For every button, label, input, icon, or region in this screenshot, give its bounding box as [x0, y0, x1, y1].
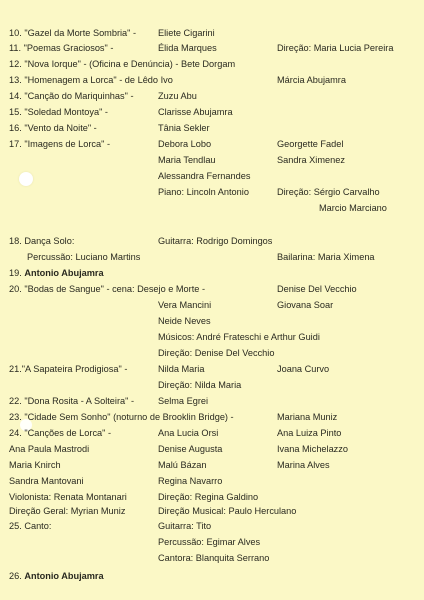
- performer-name: Sandra Ximenez: [277, 155, 345, 165]
- performer-name: Tânia Sekler: [158, 123, 210, 133]
- musician-credit: Percussão: Luciano Martins: [27, 252, 141, 262]
- performer-name: Mariana Muniz: [277, 412, 338, 422]
- musician-credit: Guitarra: Rodrigo Domingos: [158, 236, 273, 246]
- performer-name: Alessandra Fernandes: [158, 171, 251, 181]
- performer-name: Giovana Soar: [277, 300, 334, 310]
- performer-name: Neide Neves: [158, 316, 211, 326]
- program-item-title: [9, 268, 104, 279]
- program-item-title: 16. "Vento da Noite" -: [9, 123, 97, 133]
- performer-name: Ana Paula Mastrodi: [9, 444, 90, 454]
- performer-name: Regina Navarro: [158, 476, 223, 486]
- program-item-title: 13. "Homenagem a Lorca" - de Lêdo Ivo: [9, 75, 173, 85]
- director-credit: Direção: Sérgio Carvalho: [277, 187, 380, 197]
- musician-credit: Piano: Lincoln Antonio: [158, 187, 249, 197]
- performer-name: Eliete Cigarini: [158, 28, 215, 38]
- musician-credit: Percussão: Egimar Alves: [158, 537, 261, 547]
- director-credit: Direção Musical: Paulo Herculano: [158, 506, 297, 516]
- program-item-title: 11. "Poemas Graciosos" -: [9, 43, 114, 53]
- item-number: 26.: [9, 571, 25, 581]
- program-item-title: 15. "Soledad Montoya" -: [9, 107, 108, 117]
- director-credit: Direção: Regina Galdino: [158, 492, 259, 502]
- program-item-title: 23. "Cidade Sem Sonho" (noturno de Brooklin Bridge) -: [9, 412, 234, 422]
- performer-name: Debora Lobo: [158, 139, 212, 149]
- performer-name: Sandra Mantovani: [9, 476, 84, 486]
- program-item-title: 18. Dança Solo:: [9, 236, 75, 246]
- performer-name: Marina Alves: [277, 460, 330, 470]
- program-item-title: 17. "Imagens de Lorca" -: [9, 139, 111, 149]
- performer-name: Ana Lucia Orsi: [158, 428, 219, 438]
- musician-credit: Guitarra: Tito: [158, 521, 212, 531]
- program-item-title: 20. "Bodas de Sangue" - cena: Desejo e Morte -: [9, 284, 206, 294]
- performer-name: Denise Augusta: [158, 444, 223, 454]
- performer-name: Joana Curvo: [277, 364, 330, 374]
- performer-name: Ivana Michelazzo: [277, 444, 348, 454]
- performer-name: Cantora: Blanquita Serrano: [158, 553, 270, 563]
- performer-name: Nilda Maria: [158, 364, 205, 374]
- punch-hole: [19, 172, 33, 186]
- director-credit: Direção Geral: Myrian Muniz: [9, 506, 126, 516]
- performer-name: Márcia Abujamra: [277, 75, 346, 85]
- musician-credit: Violonista: Renata Montanari: [9, 492, 127, 502]
- performer-name: Malú Bázan: [158, 460, 207, 470]
- performer-name: Antonio Abujamra: [24, 571, 104, 581]
- program-item-title: 25. Canto:: [9, 521, 52, 531]
- program-item-title: 24. "Canções de Lorca" -: [9, 428, 112, 438]
- performer-name: Ana Luiza Pinto: [277, 428, 342, 438]
- program-item-title: 21."A Sapateira Prodigiosa" -: [9, 364, 128, 374]
- performer-name: Denise Del Vecchio: [277, 284, 357, 294]
- performer-name: Élida Marques: [158, 43, 217, 53]
- director-credit: Marcio Marciano: [319, 203, 387, 213]
- performer-name: Georgette Fadel: [277, 139, 344, 149]
- performer-name: Zuzu Abu: [158, 91, 197, 101]
- performer-name: Bailarina: Maria Ximena: [277, 252, 375, 262]
- performer-name: Maria Tendlau: [158, 155, 216, 165]
- performer-name: Vera Mancini: [158, 300, 212, 310]
- program-item-title: 22. "Dona Rosita - A Solteira" -: [9, 396, 134, 406]
- director-credit: Direção: Nilda Maria: [158, 380, 242, 390]
- director-credit: Direção: Denise Del Vecchio: [158, 348, 275, 358]
- performer-name: Maria Knirch: [9, 460, 61, 470]
- item-number: 19.: [9, 268, 25, 278]
- director-credit: Direção: Maria Lucia Pereira: [277, 43, 394, 53]
- program-item-title: 14. "Canção do Mariquinhas" -: [9, 91, 134, 101]
- performer-name: Selma Egrei: [158, 396, 209, 406]
- performer-name: Antonio Abujamra: [24, 268, 104, 278]
- program-item-title: [9, 571, 104, 582]
- program-item-title: 12. "Nova Iorque" - (Oficina e Denúncia) - Bete Dorgam: [9, 59, 236, 69]
- performer-name: Clarisse Abujamra: [158, 107, 233, 117]
- musician-credit: Músicos: André Frateschi e Arthur Guidi: [158, 332, 320, 342]
- program-item-title: 10. "Gazel da Morte Sombria" -: [9, 28, 137, 38]
